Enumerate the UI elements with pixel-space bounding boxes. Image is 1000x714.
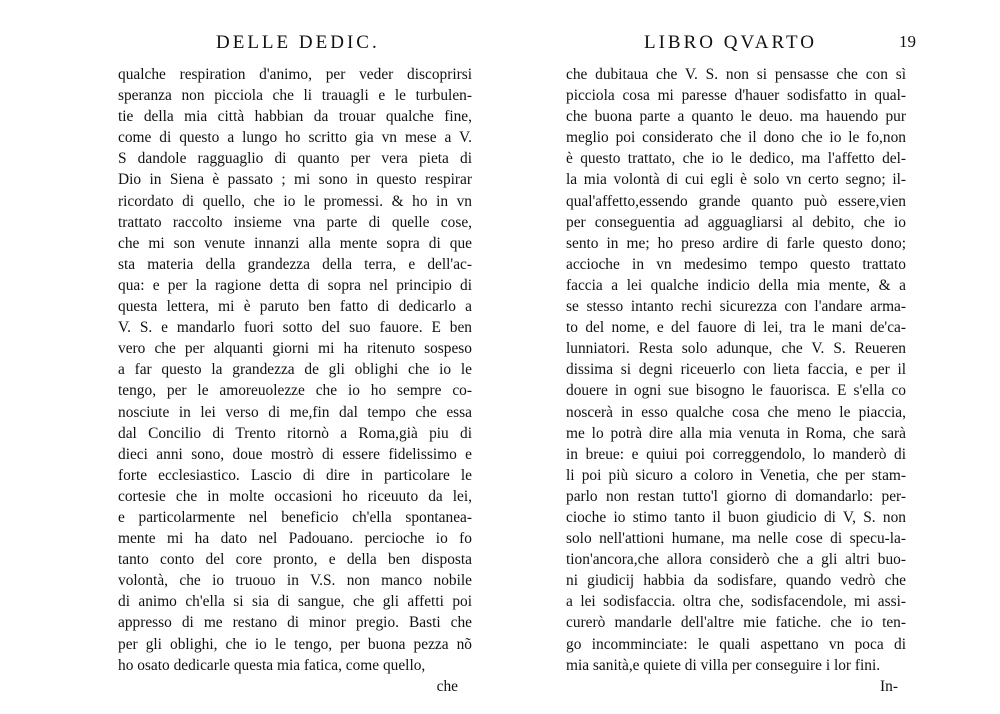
text-line: qualche respiration d'animo, per veder discoprirsi [118,66,472,83]
text-line: cioche io stimo tanto il buon giudicio di V, S. non [566,508,906,526]
text-line: che mi son venute innanzi alla mente sopra di que [118,234,472,252]
text-line: lunniatori. Resta solo adunque, che V. S. Reueren [566,340,906,358]
text-line: la mia volontà di cui egli è solo vn certo segno; il- [566,171,906,189]
text-line: accioche in vn medesimo tempo questo trattato [566,255,906,273]
text-line: come di questo a lungo ho scritto gia vn mese a V. [118,129,472,147]
text-line: sento in me; ho preso ardire di farle questo dono; [566,234,906,252]
page-number: 19 [899,32,916,51]
text-line: parlo non restan tutto'l giorno di domandarlo: per- [566,487,906,505]
text-line: che dubitaua che V. S. non si pensasse che con sì [566,66,906,83]
left-running-head-title: DELLE DEDIC. [216,32,380,53]
left-running-head [118,26,472,56]
right-running-head-title: LIBRO QVARTO [644,32,817,53]
text-line: ricordato di quello, che io le promessi. & ho in vn [118,192,472,210]
right-catchword: In- [880,677,898,695]
text-line: meglio poi considerato che il dono che io le fo,non [566,129,906,147]
text-line: è questo trattato, che io le dedico, ma l'affetto del- [566,150,906,168]
text-line: curerò mandarle dell'altre mie fatiche. che io ten- [566,614,906,632]
text-line: picciola cosa mi paresse d'hauer sodisfatto in qual- [566,87,906,105]
text-line: S dandole ragguaglio di quanto per vera pieta di [118,150,472,168]
left-page-text [118,64,472,697]
text-line: dieci anni sono, doue mostrò di essere fidelissimo e [118,445,472,463]
text-line: tanto conto del core pronto, e della ben disposta [118,551,472,569]
text-line: cortesie che in molte occasioni ho riceuuto da lei, [118,487,472,505]
text-line: tion'ancora,che allora considerò che a gli altri buo- [566,551,906,569]
text-line: se stesso intanto rechi sicurezza con l'andare arma- [566,298,906,316]
text-line: a far questo la grandezza de gli oblighi che io le [118,361,472,379]
text-line: li poi più sicuro a coloro in Venetia, che per stam- [566,466,906,484]
text-line: qual'affetto,essendo grande quanto può essere,vien [566,192,906,210]
text-line: ni giudicij habbia da sodisfare, quando vedrò che [566,572,906,590]
left-catchword: che [436,677,458,695]
text-line: faccia a lei qualche indicio della mia mente, & a [566,276,906,294]
text-line: appresso di me restano di minor pregio. Basti che [118,614,472,632]
text-line: dissima si degni riceuerlo con lieta faccia, e per il [566,361,906,379]
text-line: e particolarmente nel beneficio ch'ella spontanea- [118,508,472,526]
text-line: qua: e per la ragione detta di sopra nel principio di [118,276,472,294]
text-line: dal Concilio di Trento ritornò a Roma,già piu di [118,424,472,442]
text-line: tie della mia città habbian da trouar qualche fine, [118,108,472,126]
right-page-text [566,64,906,697]
text-line: solo nell'attioni humane, ma nelle cose di specu-la- [566,530,906,548]
text-line: tengo, per le amoreuolezze che io ho sempre co- [118,382,472,400]
text-line: vero che per alquanti giorni mi ha ritenuto sospeso [118,340,472,358]
text-line: che buona parte a quanto le deuo. ma hauendo pur [566,108,906,126]
text-line: forte ecclesiastico. Lascio di dire in particolare le [118,466,472,484]
text-line: go incomminciate: le quali aspettano vn poca di [566,635,906,653]
text-line: per conseguentia ad agguagliarsi al debito, che io [566,213,906,231]
right-running-head [566,26,916,56]
text-line: sta materia della grandezza della terra, e dell'ac- [118,255,472,273]
text-line: questa lettera, mi è paruto ben fatto di dedicarlo a [118,298,472,316]
text-line: noscerà in esso qualche cosa che meno le piaccia, [566,403,906,421]
text-line: mente mi ha dato nel Padouano. percioche io fo [118,530,472,548]
right-page [566,26,916,697]
text-line: speranza non picciola che li trauagli e le turbulen- [118,87,472,105]
text-line: me lo potrà dire alla mia venuta in Roma, che sarà [566,424,906,442]
text-line: a lei sodisfaccia. oltra che, sodisfacendole, mi assi- [566,593,906,611]
text-line: to del nome, e del fauore di lei, tra le mani de'ca- [566,319,906,337]
text-line: nosciute in lei verso di me,fin dal tempo che essa [118,403,472,421]
text-line: per gli oblighi, che io le tengo, per buona pezza nõ [118,635,472,653]
text-line: V. S. e mandarlo fuori sotto del suo fauore. E ben [118,319,472,337]
text-line: douere in ogni sue bisogno le fauorisca. E s'ella co [566,382,906,400]
text-line: Dio in Siena è passato ; mi sono in questo respirar [118,171,472,189]
text-line: in breue: e quiui poi correggendolo, lo manderò di [566,445,906,463]
text-line: volontà, che io truouo in V.S. non manco nobile [118,572,472,590]
text-line: di animo ch'ella si sia di sangue, che gli affetti poi [118,593,472,611]
text-line: ho osato dedicarle questa mia fatica, come quello, [118,656,426,674]
left-page [118,26,472,697]
text-line: mia sanità,e quiete di villa per conseguire i lor fini. [566,656,881,674]
text-line: trattato raccolto insieme vna parte di quelle cose, [118,213,472,231]
